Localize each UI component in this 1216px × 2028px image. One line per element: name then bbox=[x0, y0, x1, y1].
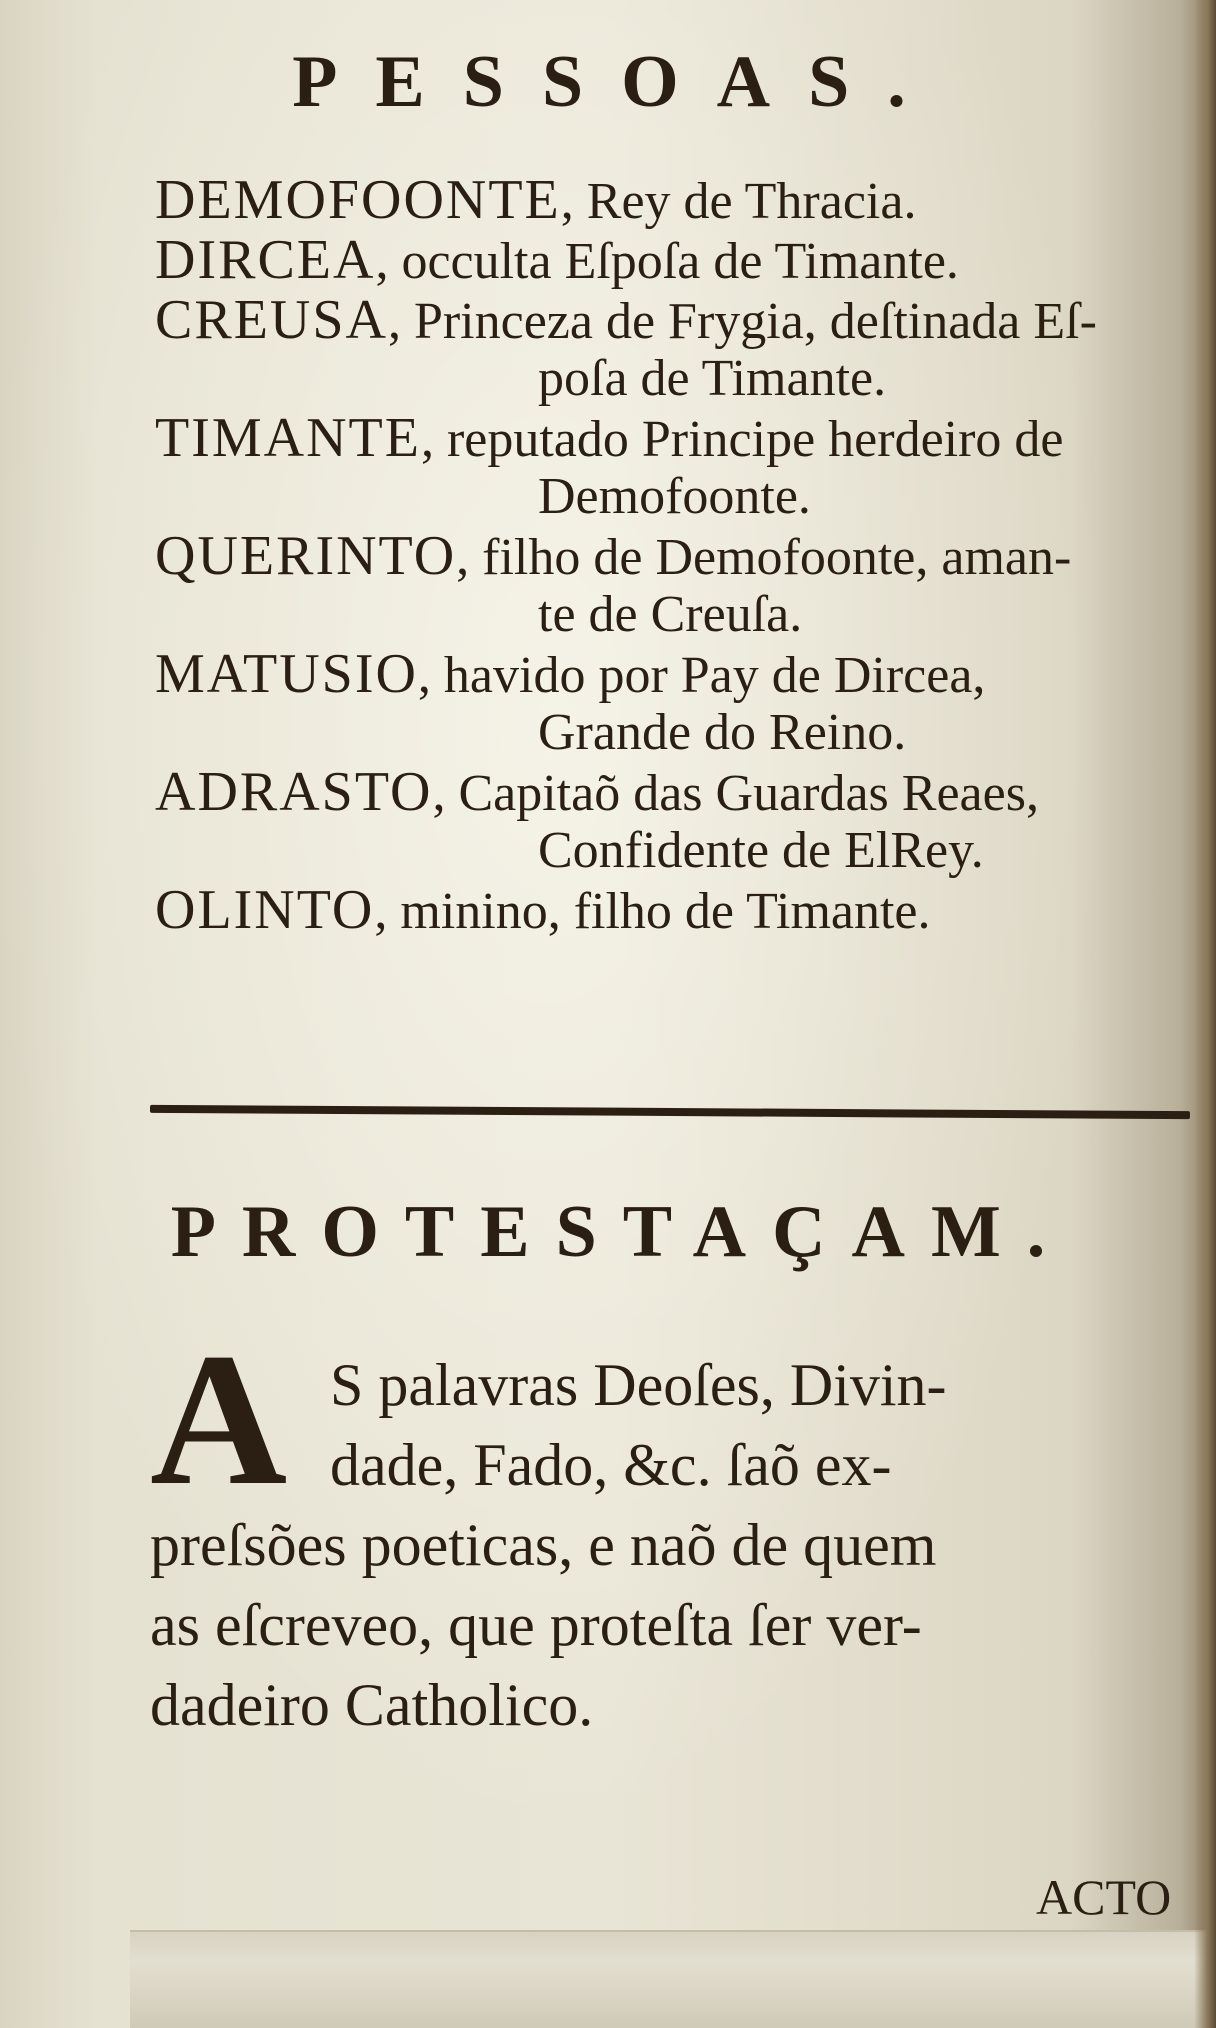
cast-list bbox=[155, 170, 1200, 940]
underlying-page-edge bbox=[130, 1930, 1216, 2028]
cast-description: , Princeza de Frygia, deſtinada Eſ- bbox=[387, 293, 1097, 350]
cast-description: , Rey de Thracia. bbox=[560, 173, 917, 230]
cast-description: , occulta Eſpoſa de Timante. bbox=[375, 233, 959, 290]
protest-paragraph bbox=[150, 1315, 1195, 1745]
page-gutter-shadow bbox=[1194, 0, 1216, 2028]
cast-name: DEMOFOONTE bbox=[155, 169, 561, 231]
catchword: ACTO bbox=[1036, 1869, 1172, 1925]
cast-name: DIRCEA bbox=[155, 229, 376, 291]
cast-name: TIMANTE bbox=[155, 407, 421, 469]
protestacam-heading: PROTESTAÇAM. bbox=[170, 1191, 1072, 1273]
cast-name: MATUSIO bbox=[155, 643, 418, 705]
cast-name: CREUSA bbox=[155, 289, 388, 351]
section-divider-rule bbox=[150, 1105, 1190, 1119]
cast-name: ADRASTO bbox=[155, 761, 433, 823]
cast-description-continued: poſa de Timante. bbox=[538, 350, 887, 407]
cast-entry-querinto bbox=[155, 526, 1200, 644]
cast-entry-olinto bbox=[155, 880, 1200, 940]
cast-description: , filho de Demofoonte, aman- bbox=[456, 529, 1072, 586]
cast-entry-demofoonte bbox=[155, 170, 1200, 230]
protest-line: S palavras Deoſes, Divin- bbox=[330, 1352, 947, 1418]
protest-line: dadeiro Catholico. bbox=[150, 1672, 594, 1738]
cast-description-continued: te de Creuſa. bbox=[538, 586, 803, 643]
cast-name: QUERINTO bbox=[155, 525, 457, 587]
cast-entry-adrasto bbox=[155, 762, 1200, 880]
protest-line: as eſcreveo, que proteſta ſer ver- bbox=[150, 1592, 922, 1658]
cast-description: , reputado Principe herdeiro de bbox=[420, 411, 1064, 468]
cast-entry-timante bbox=[155, 408, 1200, 526]
cast-entry-creusa bbox=[155, 290, 1200, 408]
drop-cap: A bbox=[150, 1315, 288, 1525]
cast-description: , havido por Pay de Dircea, bbox=[417, 647, 986, 704]
protest-line: dade, Fado, &c. ſaõ ex- bbox=[330, 1432, 892, 1498]
cast-description-continued: Confidente de ElRey. bbox=[538, 822, 984, 879]
cast-name: OLINTO bbox=[155, 879, 375, 941]
cast-entry-matusio bbox=[155, 644, 1200, 762]
cast-description: , minino, filho de Timante. bbox=[374, 883, 931, 940]
cast-description: , Capitaõ das Guardas Reaes, bbox=[432, 765, 1039, 822]
cast-entry-dircea bbox=[155, 230, 1200, 290]
protest-line: preſsões poeticas, e naõ de quem bbox=[150, 1512, 937, 1578]
cast-description-continued: Grande do Reino. bbox=[538, 704, 907, 761]
pessoas-heading: PESSOAS. bbox=[292, 41, 944, 123]
cast-description-continued: Demofoonte. bbox=[538, 468, 811, 525]
